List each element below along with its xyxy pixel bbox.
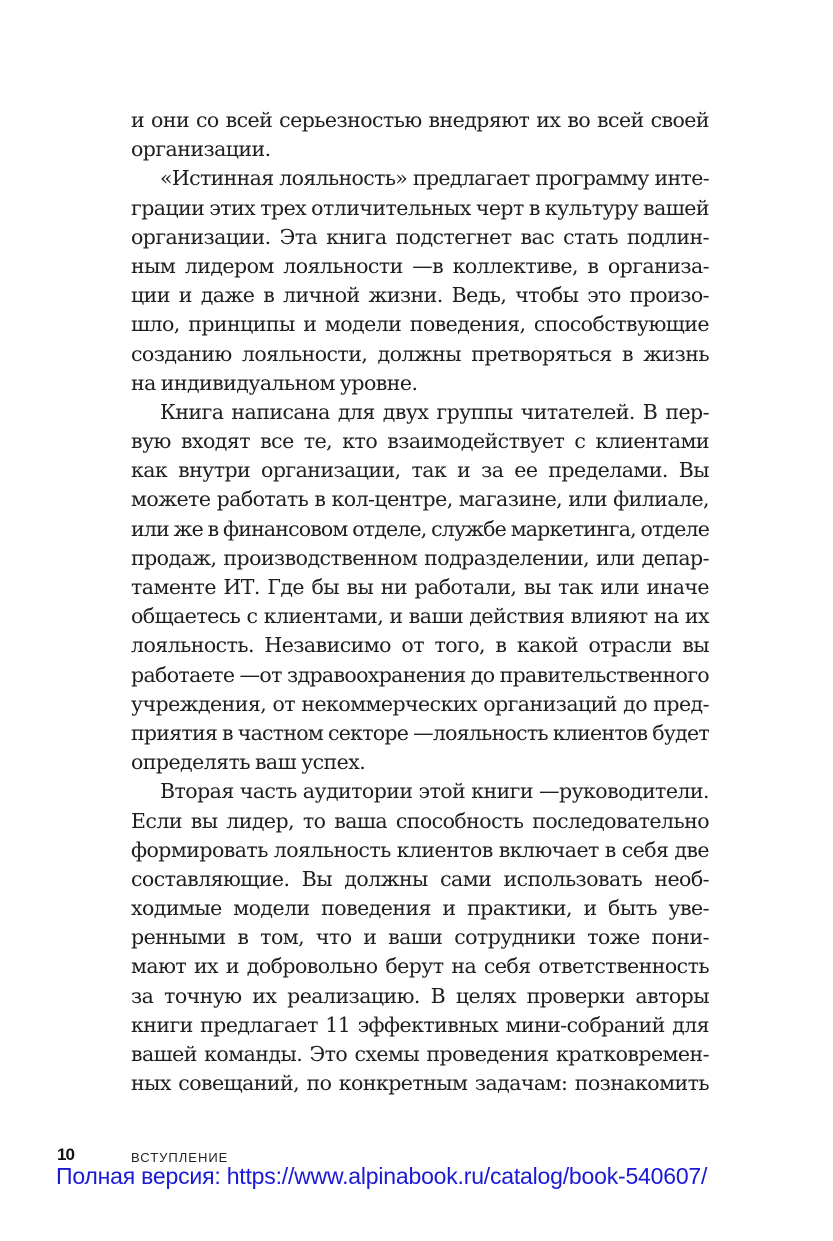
text-line: формировать лояльность клиентов включает в себя две — [131, 837, 709, 862]
text-line: общаетесь с клиентами, и ваши действия влияют на их — [131, 604, 709, 629]
text-line: ции и даже в личной жизни. Ведь, чтобы это произо- — [131, 283, 709, 308]
text-line: на индивидуальном уровне. — [131, 370, 418, 395]
text-line: грации этих трех отличительных черт в культуру вашей — [131, 195, 709, 220]
text-line: Если вы лидер, то ваша способность последовательно — [131, 808, 709, 833]
text-line: ходимые модели поведения и практики, и быть уве- — [131, 896, 709, 921]
text-line: вую входят все те, кто взаимодействует с клиентами — [131, 429, 709, 454]
full-version-link[interactable]: Полная версия: https://www.alpinabook.ru/catalog/book-540607/ — [56, 1163, 708, 1189]
text-line: ных совещаний, по конкретным задачам: познакомить — [131, 1071, 709, 1096]
text-line: организации. Эта книга подстегнет вас стать подлин- — [131, 224, 709, 249]
text-line: учреждения, от некоммерческих организаций до пред- — [131, 691, 709, 716]
text-line: составляющие. Вы должны сами использовать необ- — [131, 866, 709, 891]
text-line: или же в финансовом отделе, службе маркетинга, отделе — [131, 516, 709, 541]
text-line: организации. — [131, 137, 271, 162]
text-line: мают их и добровольно берут на себя ответственность — [131, 954, 709, 979]
text-line: ным лидером лояльности —в коллективе, в организа- — [131, 253, 709, 278]
text-line: можете работать в кол-центре, магазине, или филиале, — [131, 487, 709, 512]
text-line: созданию лояльности, должны претворяться в жизнь — [131, 341, 709, 366]
text-line: продаж, производственном подразделении, или депар- — [131, 545, 709, 570]
text-line: «Истинная лояльность» предлагает программу инте- — [160, 166, 709, 191]
text-line: лояльность. Независимо от того, в какой отрасли вы — [131, 633, 709, 658]
text-line: и они со всей серьезностью внедряют их во всей своей — [131, 108, 709, 132]
running-header-section: ВСТУПЛЕНИЕ — [131, 1150, 229, 1165]
body-text — [131, 106, 709, 1098]
text-line: книги предлагает 11 эффективных мини-собраний для — [131, 1012, 709, 1037]
text-line: шло, принципы и модели поведения, способствующие — [131, 312, 709, 337]
text-line: вашей команды. Это схемы проведения кратковремен- — [131, 1042, 709, 1066]
text-line: за точную их реализацию. В целях проверки авторы — [131, 983, 709, 1008]
text-line: определять ваш успех. — [131, 750, 366, 775]
text-line: Вторая часть аудитории этой книги —руководители. — [160, 779, 709, 804]
page-number: 10 — [57, 1145, 74, 1164]
text-line: работаете —от здравоохранения до правительственного — [131, 662, 709, 687]
text-line: как внутри организации, так и за ее пределами. Вы — [131, 458, 709, 483]
text-line: таменте ИТ. Где бы вы ни работали, вы так или иначе — [131, 575, 709, 599]
text-line: ренными в том, что и ваши сотрудники тоже пони- — [131, 925, 709, 950]
text-line: приятия в частном секторе —лояльность клиентов будет — [131, 720, 709, 745]
text-line: Книга написана для двух группы читателей. В пер- — [160, 399, 709, 424]
